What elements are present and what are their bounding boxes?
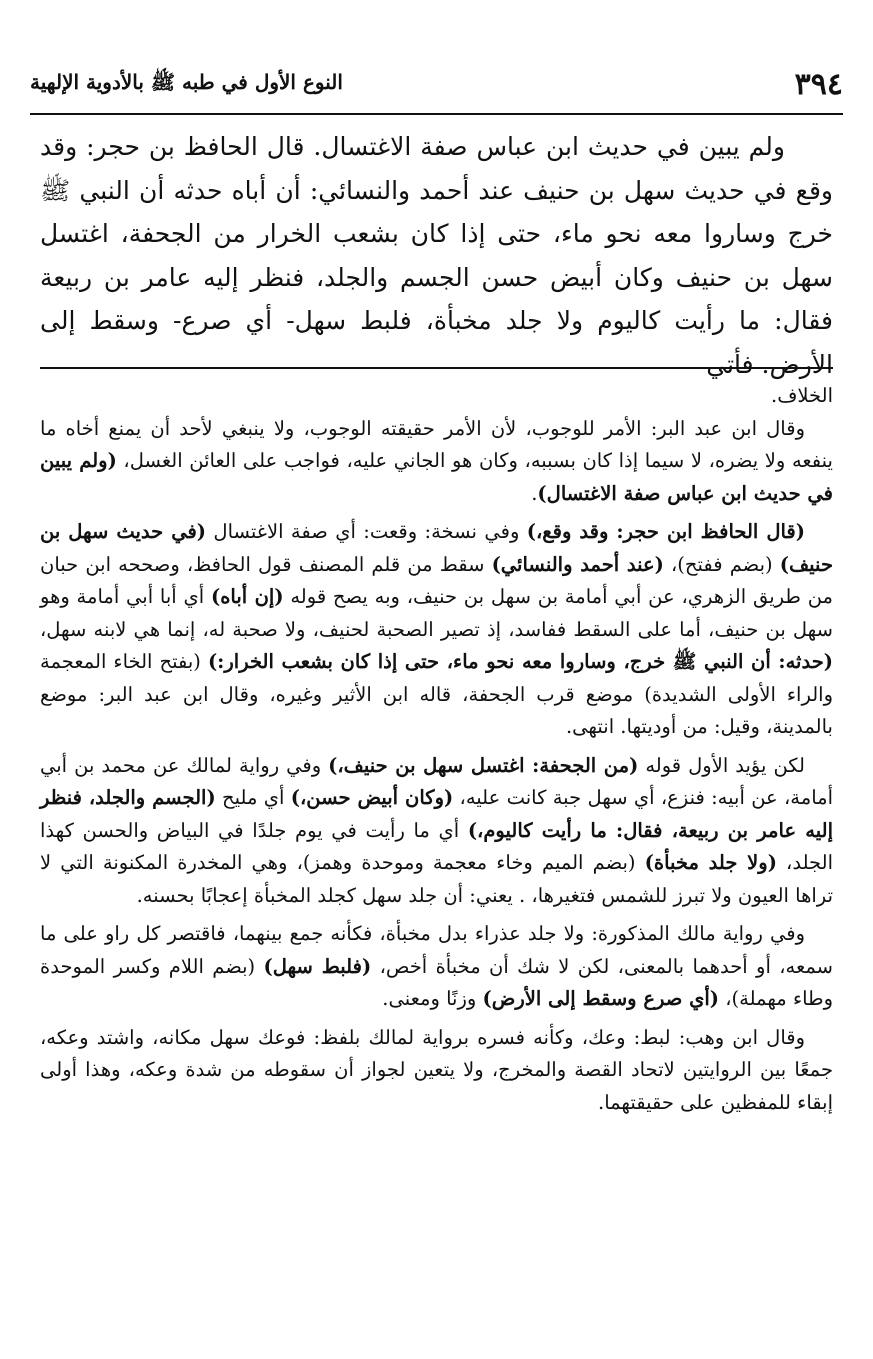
commentary-text: (بضم اللام وكسر الموحدة وطاء مهملة)، bbox=[40, 954, 833, 1010]
quoted-phrase: (وكان أبيض حسن،) bbox=[290, 786, 454, 809]
commentary-text: أي ما رأيت في يوم جلدًا في البياض والحسن كهذا الجلد، bbox=[40, 818, 833, 874]
quoted-phrase: (إن أباه) bbox=[210, 585, 284, 608]
quoted-phrase: (ولم يبين في حديث ابن عباس صفة الاغتسال) bbox=[40, 449, 833, 505]
commentary-paragraph-5 bbox=[40, 918, 833, 1016]
commentary-text: . bbox=[531, 481, 538, 505]
commentary-paragraph-4 bbox=[40, 750, 833, 913]
page-number: ٣٩٤ bbox=[794, 66, 843, 102]
quoted-phrase: (عند أحمد والنسائي) bbox=[491, 552, 664, 576]
quoted-phrase: (أي صرع وسقط إلى الأرض) bbox=[482, 987, 720, 1010]
commentary-text: لكن يؤيد الأول قوله bbox=[638, 753, 806, 777]
header-rule bbox=[30, 113, 843, 115]
commentary-paragraph-1: الخلاف. bbox=[771, 384, 833, 407]
running-title: النوع الأول في طبه ﷺ بالأدوية الإلهية bbox=[30, 69, 343, 94]
main-paragraph: ولم يبين في حديث ابن عباس صفة الاغتسال. قال الحافظ بن حجر: وقد وقع في حديث سهل بن حنيف عند أحمد والنسائي: أن أباه حدثه أن النبي ﷺ خرج وساروا معه نحو ماء، حتى إذا كان بشعب الخرار من الجحفة، اغتسل سهل بن حنيف وكان أبيض حسن الجسم والجلد، فنظر إليه عامر بن ربيعة فقال: ما رأيت كاليوم ولا جلد مخبأة، فلبط سهل- أي صرع- وسقط إلى الأرض. فأتي bbox=[40, 132, 833, 379]
quoted-phrase: (ولا جلد مخبأة) bbox=[644, 851, 777, 874]
commentary-text: أي أبا أبي أمامة وهو سهل بن حنيف، أما على السقط ففاسد، إذ تصير الصحبة لحنيف، ولا صحبة له، إنما هي لابنه سهل، bbox=[40, 585, 833, 641]
commentary-text: أي مليح bbox=[215, 786, 291, 809]
commentary-text: وزنًا ومعنى. bbox=[382, 987, 483, 1010]
quoted-phrase: (فلبط سهل) bbox=[263, 954, 372, 978]
commentary-text: (بضم الميم وخاء معجمة وموحدة وهمز)، وهي المخدرة المكنونة التي لا تراها العيون ولا تبرز للشمس فتغيرها، . يعني: أن جلد سهل كجلد المخبأة إعجابًا بحسنه. bbox=[40, 851, 833, 907]
commentary bbox=[40, 380, 833, 1119]
commentary-text: وقال ابن عبد البر: الأمر للوجوب، لأن الأمر حقيقته الوجوب، ولا ينبغي لأحد أن يمنع أخاه ما ينفعه ولا يضره، لا سيما إذا كان بسببه، وكان هو الجاني عليه، فواجب على العائن الغسل، bbox=[40, 416, 833, 472]
section-divider bbox=[40, 367, 833, 369]
commentary-text: وفي رواية لمالك عن محمد بن أبي أمامة، عن أبيه: فنزع، أي سهل جبة كانت عليه، bbox=[40, 753, 833, 809]
quoted-phrase: (حدثه: أن النبي ﷺ خرج، وساروا معه نحو ماء، حتى إذا كان بشعب الخرار:) bbox=[207, 650, 833, 673]
commentary-paragraph-6: وقال ابن وهب: لبط: وعك، وكأنه فسره برواية لمالك بلفظ: فوعك سهل مكانه، واشتد وعكه، جمعًا بين الروايتين لاتحاد القصة والمخرج، ولا يتعين لجواز أن سقوطه من شدة وعكه، وهذا أولى إبقاء للمفظين على حقيقتهما. bbox=[40, 1025, 833, 1114]
running-head bbox=[30, 62, 843, 106]
quoted-phrase: (في حديث سهل بن حنيف) bbox=[40, 520, 834, 576]
commentary-paragraph-3 bbox=[40, 516, 833, 744]
commentary-text: وفي نسخة: وقعت: أي صفة الاغتسال bbox=[206, 520, 527, 543]
commentary-text: (بضم ففتح)، bbox=[663, 552, 780, 576]
quoted-phrase: (الجسم والجلد، فنظر إليه عامر بن ربيعة، فقال: ما رأيت كاليوم،) bbox=[40, 786, 833, 842]
main-text bbox=[40, 125, 833, 386]
quoted-phrase: (قال الحافظ ابن حجر: وقد وقع،) bbox=[526, 520, 805, 543]
commentary-paragraph-2 bbox=[40, 413, 833, 511]
quoted-phrase: (من الجحفة: اغتسل سهل بن حنيف،) bbox=[328, 753, 639, 777]
commentary-text: وفي رواية مالك المذكورة: ولا جلد عذراء بدل مخبأة، فكأنه جمع بينهما، فاقتصر كل راو على ما سمعه، أو أحدهما بالمعنى، لكن لا شك أن مخبأة أخص، bbox=[40, 922, 833, 978]
commentary-text: سقط من قلم المصنف قول الحافظ، وصححه ابن حبان من طريق الزهري، عن أبي أمامة بن سهل بن حنيف، وبه يصح قوله bbox=[40, 552, 833, 608]
commentary-text: (بفتح الخاء المعجمة والراء الأولى الشديدة) موضع قرب الجحفة، قاله ابن الأثير وغيره، وقال ابن عبد البر: موضع بالمدينة، وقيل: من أوديتها. انتهى. bbox=[40, 650, 833, 738]
